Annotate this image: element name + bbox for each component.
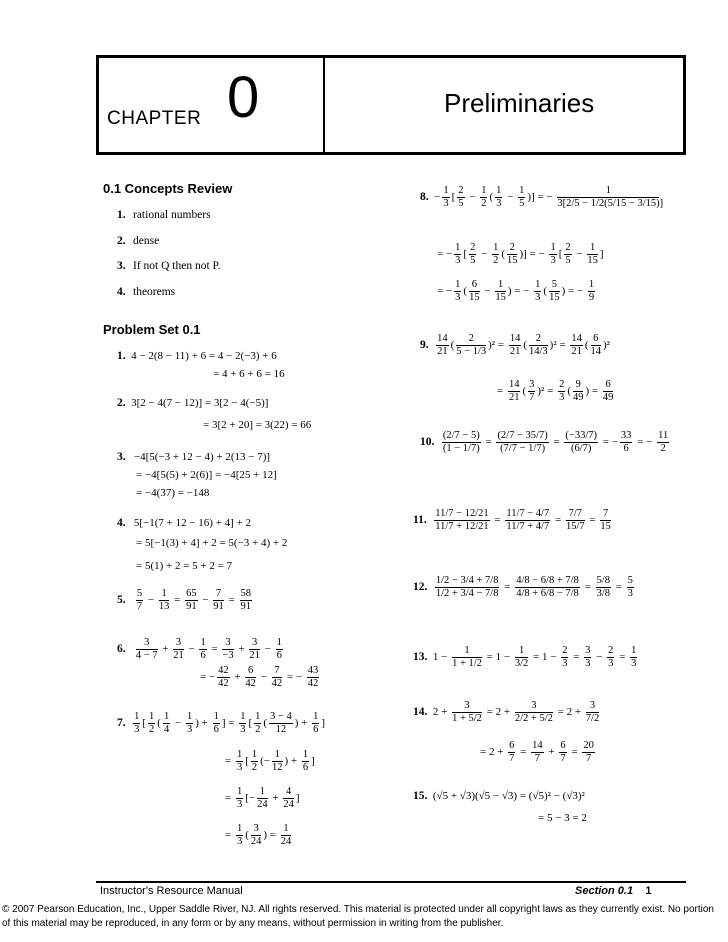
copyright-notice: © 2007 Pearson Education, Inc., Upper Saddle River, NJ. All rights reserved. This material is protected under all copyright laws as they currently exist. No portion of this material may be reproduced, in any form or by any means, without permission in writing from the publisher. [2,904,714,929]
review-item-3: 3. If not Q then not P. [117,260,221,272]
problem-1: 1. 4 − 2(8 − 11) + 6 = 4 − 2(−3) + 6 [117,350,277,362]
problem-14-step: = 2 + $\frac{6}{7}$ = $\frac{14}{7}$ + $\frac{6}{7}$ = $\frac{20}{7}$ [480,740,594,764]
footer-section: Section 0.1 1 [575,885,652,897]
problem-9-step: = $\frac{14}{21}$ ( $\frac{3}{7}$ )² = $\frac{2}{3}$ ( $\frac{9}{49}$ ) = $\frac{6}{49}$ [497,379,614,403]
chapter-title: Preliminaries [444,88,595,118]
problem-3-step-1: = −4[5(5) + 2(6)] = −4[25 + 12] [136,469,277,481]
problem-2-step: = 3[2 + 20] = 3(22) = 66 [203,419,312,431]
problem-2: 2. 3[2 − 4(7 − 12)] = 3[2 − 4(−5)] [117,397,269,409]
problem-10: 10. $\frac{(2/7 - 5)}{(1 - 1/7)}$ = $\frac{(2/7 - 35/7)}{(7/7 - 1/7)}$ = $\frac{(-33/7)}{(6/7)}$ = − $\frac{33}{6}$ = − $\frac{11}{2}$ [420,430,669,454]
problem-8: 8. − $\frac{1}{3}$ [ $\frac{2}{5}$ − $\frac{1}{2}$ ( $\frac{1}{3}$ − $\frac{1}{5}$ )] = − $\frac{1}{3[2/5 - 1/2(5/15 - 3/15)]}$ [420,185,664,209]
chapter-number: 0 [227,65,260,130]
problem-1-step: = 4 + 6 + 6 = 16 [213,368,285,380]
problem-11: 11. $\frac{11/7 - 12/21}{11/7 + 12/21}$ = $\frac{11/7 - 4/7}{11/7 + 4/7}$ = $\frac{7/7}{15/7}$ = $\frac{7}{15}$ [413,508,611,532]
problem-4: 4. 5[−1(7 + 12 − 16) + 4] + 2 [117,517,252,529]
concepts-review-heading: 0.1 Concepts Review [103,181,233,196]
problem-3: 3. −4[5(−3 + 12 − 4) + 2(13 − 7)] [117,451,271,463]
chapter-header [96,55,686,155]
problem-7-step-2: = $\frac{1}{3}$ [− $\frac{1}{24}$ + $\frac{4}{24}$ ] [225,786,300,810]
footer-rule [96,881,686,883]
problem-13: 13. 1 − $\frac{1}{1 + 1/2}$ = 1 − $\frac{1}{3/2}$ = 1 − $\frac{2}{3}$ = $\frac{3}{3}$ − $\frac{2}{3}$ = $\frac{1}{3}$ [413,645,637,669]
review-item-1: 1. rational numbers [117,209,211,221]
problem-set-heading: Problem Set 0.1 [103,322,201,337]
problem-4-step-1: = 5[−1(3) + 4] + 2 = 5(−3 + 4) + 2 [136,537,288,549]
page-number: 1 [645,885,652,897]
problem-8-step-1: = − $\frac{1}{3}$ [ $\frac{2}{5}$ − $\frac{1}{2}$ ( $\frac{2}{15}$ )] = − $\frac{1}{3}$ [ $\frac{2}{5}$ − $\frac{1}{15}$ ] [437,242,604,266]
problem-4-step-2: = 5(1) + 2 = 5 + 2 = 7 [136,560,233,572]
problem-7: 7. $\frac{1}{3}$ [ $\frac{1}{2}$ ( $\frac{1}{4}$ − $\frac{1}{3}$ ) + $\frac{1}{6}$ ] = $\frac{1}{3}$ [ $\frac{1}{2}$ ( $\frac{3 - 4}{12}$ ) + $\frac{1}{6}$ ] [117,711,325,735]
problem-12: 12. $\frac{1/2 - 3/4 + 7/8}{1/2 + 3/4 - 7/8}$ = $\frac{4/8 - 6/8 + 7/8}{4/8 + 6/8 - 7/8}$ = $\frac{5/8}{3/8}$ = $\frac{5}{3}$ [413,575,633,599]
footer-manual-title: Instructor's Resource Manual [100,885,243,897]
problem-14: 14. 2 + $\frac{3}{1 + 5/2}$ = 2 + $\frac{3}{2/2 + 5/2}$ = 2 + $\frac{3}{7/2}$ [413,700,600,724]
problem-3-step-2: = −4(37) = −148 [136,487,210,499]
review-item-2: 2. dense [117,235,160,247]
problem-5: 5. $\frac{5}{7}$ − $\frac{1}{13}$ = $\frac{65}{91}$ − $\frac{7}{91}$ = $\frac{58}{91}$ [117,588,251,612]
problem-15: 15. (√5 + √3)(√5 − √3) = (√5)² − (√3)² [413,790,585,802]
problem-9: 9. $\frac{14}{21}$ ( $\frac{2}{5 - 1/3}$ )² = $\frac{14}{21}$ ( $\frac{2}{14/3}$ )² = $\frac{14}{21}$ ( $\frac{6}{14}$ )² [420,333,610,357]
problem-6: 6. $\frac{3}{4 - 7}$ + $\frac{3}{21}$ − $\frac{1}{6}$ = $\frac{3}{-3}$ + $\frac{3}{21}$ − $\frac{1}{6}$ [117,637,282,661]
problem-7-step-1: = $\frac{1}{3}$ [ $\frac{1}{2}$ (− $\frac{1}{12}$ ) + $\frac{1}{6}$ ] [225,749,315,773]
problem-15-step: = 5 − 3 = 2 [538,812,587,824]
problem-6-step: = − $\frac{42}{42}$ + $\frac{6}{42}$ − $\frac{7}{42}$ = − $\frac{43}{42}$ [200,665,319,689]
chapter-label: CHAPTER [107,108,202,129]
header-divider [323,58,325,152]
problem-8-step-2: = − $\frac{1}{3}$ ( $\frac{6}{15}$ − $\frac{1}{15}$ ) = − $\frac{1}{3}$ ( $\frac{5}{15}$ ) = − $\frac{1}{9}$ [437,279,595,303]
problem-7-step-3: = $\frac{1}{3}$ ( $\frac{3}{24}$ ) = $\frac{1}{24}$ [225,823,292,847]
review-item-4: 4. theorems [117,286,176,298]
